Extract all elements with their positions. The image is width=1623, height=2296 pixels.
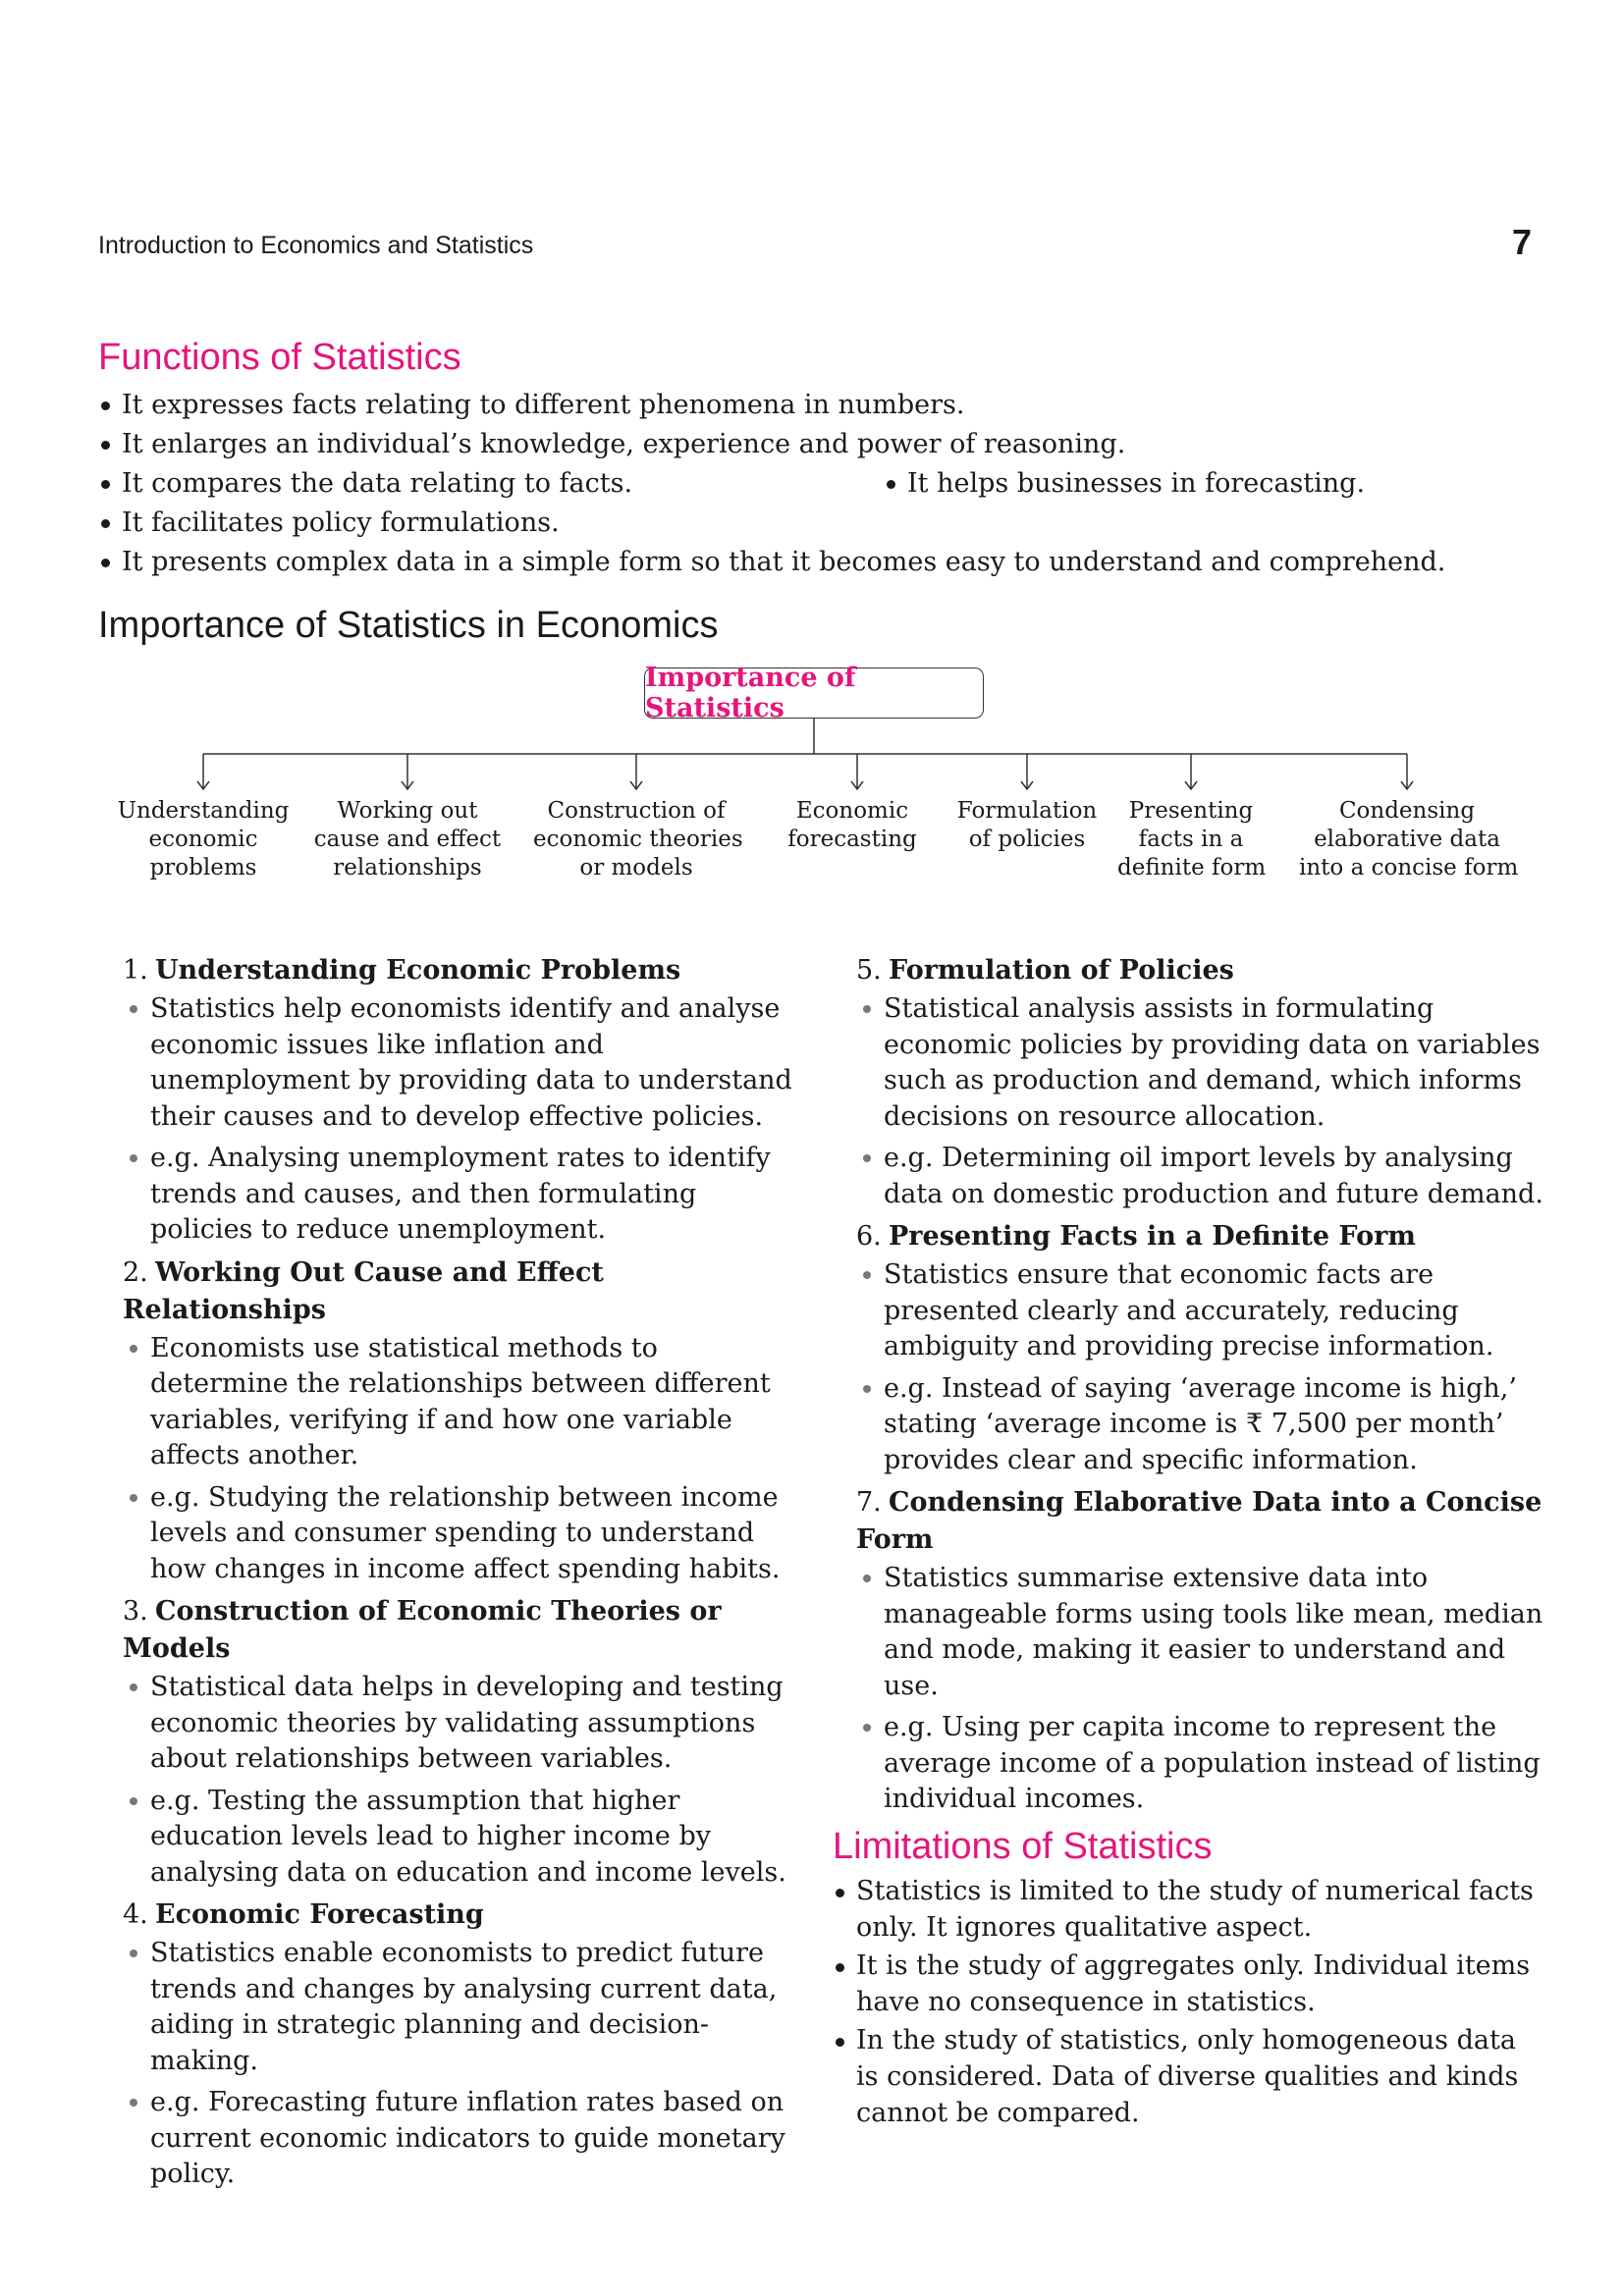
- list-item: Statistics enable economists to predict future trends and changes by analysing current data, aiding in strategic planning and decision-making.: [123, 1936, 800, 2079]
- section-points: [123, 1670, 800, 1891]
- list-item: Statistics is limited to the study of numerical facts only. It ignores qualitative aspect.: [833, 1873, 1543, 1946]
- list-item: Statistics summarise extensive data into manageable forms using tools like mean, median and mode, making it easier to understand and use.: [856, 1561, 1543, 1704]
- list-item: e.g. Analysing unemployment rates to identify trends and causes, and then formulating policies to reduce unemployment.: [123, 1141, 800, 1249]
- list-item: Statistical analysis assists in formulating economic policies by providing data on variables such as production and demand, which informs decisions on resource allocation.: [856, 991, 1543, 1135]
- list-item: e.g. Forecasting future inflation rates based on current economic indicators to guide monetary policy.: [123, 2085, 800, 2193]
- list-item: e.g. Determining oil import levels by analysing data on domestic production and future demand.: [856, 1141, 1543, 1212]
- list-item: e.g. Testing the assumption that higher education levels lead to higher income by analysing data on education and income levels.: [123, 1784, 800, 1892]
- chart-connectors: [0, 0, 1623, 815]
- section-title-text: Formulation of Policies: [889, 955, 1234, 986]
- list-item: It enlarges an individual’s knowledge, experience and power of reasoning.: [98, 425, 1522, 464]
- chart-node-line: or models: [579, 855, 693, 881]
- section-points: [856, 991, 1543, 1212]
- section-title-text: Presenting Facts in a Definite Form: [889, 1221, 1416, 1252]
- chart-node-line: relationships: [333, 855, 482, 881]
- chart-node-line: facts in a: [1138, 827, 1244, 852]
- section-item-2: [123, 1255, 800, 1588]
- chart-node-policies: [953, 797, 1101, 854]
- chart-node-forecasting: [779, 797, 926, 854]
- section-number: 7.: [856, 1487, 882, 1518]
- page-number: 7: [1511, 222, 1532, 262]
- chart-node-line: of policies: [968, 827, 1086, 852]
- section-number: 2.: [123, 1256, 148, 1288]
- section-item-5: [856, 952, 1543, 1212]
- list-item-text: It compares the data relating to facts.: [122, 468, 633, 499]
- section-item-1: [123, 952, 800, 1249]
- section-points: [856, 1257, 1543, 1478]
- section-title-text: Economic Forecasting: [155, 1899, 484, 1930]
- section-points: [123, 991, 800, 1249]
- limitations-section: [833, 1825, 1543, 2131]
- chart-node-line: Working out: [337, 798, 478, 824]
- list-item: In the study of statistics, only homogeneous data is considered. Data of diverse qualities and kinds cannot be compared.: [833, 2022, 1543, 2131]
- list-item: e.g. Instead of saying ‘average income is high,’ stating ‘average income is ₹ 7,500 per month’ provides clear and specific information.: [856, 1371, 1543, 1479]
- list-item: Statistics ensure that economic facts are presented clearly and accurately, reducing ambiguity and providing precise information.: [856, 1257, 1543, 1365]
- section-number: 4.: [123, 1899, 148, 1930]
- list-item: e.g. Using per capita income to represent the average income of a population instead of listing individual incomes.: [856, 1710, 1543, 1818]
- list-item: It presents complex data in a simple form so that it becomes easy to understand and comprehend.: [98, 543, 1522, 582]
- section-title: [856, 952, 1543, 989]
- section-points: [856, 1561, 1543, 1818]
- chart-node-line: Condensing: [1338, 798, 1476, 824]
- section-title: [123, 1593, 800, 1668]
- section-title: [856, 1218, 1543, 1255]
- section-title-text: Condensing Elaborative Data into a Concise Form: [856, 1487, 1542, 1555]
- list-item: Statistical data helps in developing and testing economic theories by validating assumptions about relationships between variables.: [123, 1670, 800, 1778]
- list-item: Economists use statistical methods to determine the relationships between different variables, verifying if and how one variable affects another.: [123, 1331, 800, 1474]
- chart-node-line: into a concise form: [1299, 855, 1519, 881]
- chart-node-line: definite form: [1117, 855, 1267, 881]
- section-item-6: [856, 1218, 1543, 1478]
- chart-node-line: forecasting: [787, 827, 917, 852]
- section-title-text: Working Out Cause and Effect Relationships: [123, 1256, 604, 1325]
- limitations-list: [833, 1873, 1543, 2131]
- running-header: Introduction to Economics and Statistics: [98, 232, 534, 259]
- chart-node-line: economic theories: [533, 827, 743, 852]
- chart-node-line: Construction of: [547, 798, 726, 824]
- chart-node-line: problems: [149, 855, 257, 881]
- right-column: [833, 952, 1543, 2133]
- list-item-text: It helps businesses in forecasting.: [907, 468, 1366, 499]
- section-item-4: [123, 1896, 800, 2193]
- list-item: Statistics help economists identify and analyse economic issues like inflation and unemployment by providing data to understand their causes and to develop effective policies.: [123, 991, 800, 1135]
- list-item: It is the study of aggregates only. Individual items have no consequence in statistics.: [833, 1948, 1543, 2020]
- section-title: [123, 952, 800, 989]
- chart-node-condensing: [1299, 797, 1519, 882]
- section-item-3: [123, 1593, 800, 1891]
- chart-node-line: Economic: [795, 798, 909, 824]
- chart-node-line: elaborative data: [1314, 827, 1500, 852]
- left-column: [123, 952, 800, 2199]
- importance-heading: Importance of Statistics in Economics: [98, 605, 719, 646]
- limitations-heading: Limitations of Statistics: [833, 1825, 1213, 1867]
- chart-node-cause-effect: [309, 797, 506, 882]
- section-number: 6.: [856, 1221, 882, 1252]
- chart-node-theories: [533, 797, 743, 882]
- chart-node-presenting: [1117, 797, 1265, 882]
- list-item: It facilitates policy formulations.: [98, 504, 1522, 543]
- chart-node-line: economic: [148, 827, 258, 852]
- functions-heading: Functions of Statistics: [98, 337, 461, 378]
- section-number: 5.: [856, 955, 882, 986]
- section-number: 3.: [123, 1596, 148, 1627]
- section-title: [123, 1896, 800, 1934]
- chart-node-line: Formulation: [956, 798, 1098, 824]
- section-points: [123, 1331, 800, 1588]
- list-item: e.g. Studying the relationship between income levels and consumer spending to understand how changes in income affect spending habits.: [123, 1480, 800, 1588]
- chart-root-box: Importance of Statistics: [644, 667, 984, 719]
- chart-node-line: Presenting: [1128, 798, 1254, 824]
- chart-node-line: cause and effect: [313, 827, 502, 852]
- section-title: [123, 1255, 800, 1329]
- list-item: It expresses facts relating to different phenomena in numbers.: [98, 386, 1522, 425]
- section-number: 1.: [123, 955, 148, 986]
- section-title-text: Construction of Economic Theories or Models: [123, 1596, 722, 1664]
- section-title: [856, 1484, 1543, 1559]
- section-item-7: [856, 1484, 1543, 1818]
- chart-node-line: Understanding: [117, 798, 290, 824]
- section-points: [123, 1936, 800, 2193]
- chart-node-understanding: [115, 797, 292, 882]
- section-title-text: Understanding Economic Problems: [155, 955, 681, 986]
